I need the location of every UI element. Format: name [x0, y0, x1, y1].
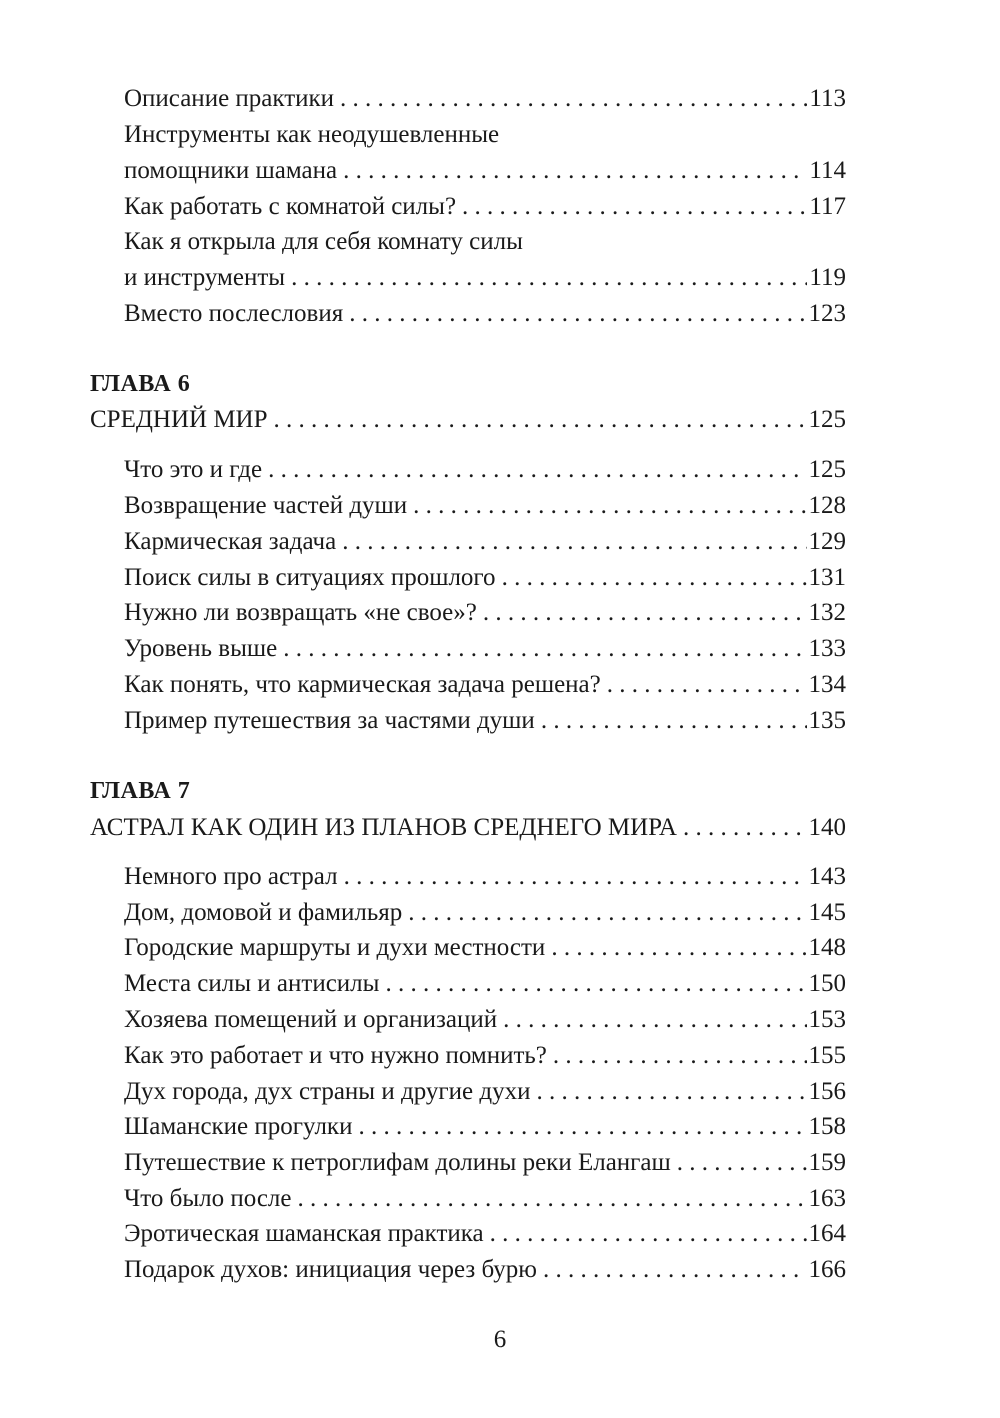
dot-leader: [274, 402, 807, 438]
toc-entry-page: 128: [808, 492, 846, 519]
chapter-page: 125: [808, 406, 846, 433]
toc-entry-title: Что это и где: [124, 456, 263, 483]
toc-entry-page: 159: [808, 1149, 846, 1176]
dot-leader: [349, 296, 806, 332]
toc-entry[interactable]: [124, 452, 846, 488]
toc-entry-page: 135: [808, 707, 846, 734]
toc-entry-title-line1: Инструменты как неодушевленные: [124, 121, 500, 148]
toc-entry-title: Кармическая задача: [124, 528, 337, 555]
toc-entry-page: 164: [808, 1220, 846, 1247]
toc-entry-title: Места силы и антисилы: [124, 970, 380, 997]
toc-entry[interactable]: [124, 1038, 846, 1074]
toc-entry-page: 153: [808, 1006, 846, 1033]
dot-leader: [490, 1216, 807, 1252]
toc-entry-title: Подарок духов: инициация через бурю: [124, 1256, 537, 1283]
toc-entry[interactable]: [124, 631, 846, 667]
toc-entry-title-line1: Как я открыла для себя комнату силы: [124, 228, 523, 255]
toc-entry[interactable]: [124, 859, 846, 895]
toc-entry-page: 158: [808, 1113, 846, 1140]
dot-leader: [536, 1074, 806, 1110]
toc-entry[interactable]: [124, 153, 846, 189]
toc-entry[interactable]: [124, 1216, 846, 1252]
toc-entry-page: 125: [808, 456, 846, 483]
toc-entry[interactable]: [124, 703, 846, 739]
chapter-title-entry[interactable]: [90, 810, 846, 846]
toc-entry-title: Эротическая шаманская практика: [124, 1220, 484, 1247]
toc-entry-page: 155: [808, 1042, 846, 1069]
toc-entry[interactable]: [124, 1109, 846, 1145]
dot-leader: [541, 703, 807, 739]
toc-entry-title: и инструменты: [124, 264, 286, 291]
chapter-title-entry[interactable]: [90, 402, 846, 438]
dot-leader: [462, 189, 807, 225]
toc-entry-page: 133: [808, 635, 846, 662]
toc-entry-page: 131: [808, 564, 846, 591]
toc-entry[interactable]: [124, 189, 846, 225]
toc-entry-title: Описание практики: [124, 85, 335, 112]
chapter-title: СРЕДНИЙ МИР: [90, 406, 268, 433]
dot-leader: [551, 930, 806, 966]
toc-entry-page: 113: [809, 85, 846, 112]
toc-entry-page: 134: [808, 671, 846, 698]
toc-entry-page: 114: [809, 157, 846, 184]
toc-entry[interactable]: [124, 895, 846, 931]
toc-entry-title: Дом, домовой и фамильяр: [124, 899, 403, 926]
dot-leader: [413, 488, 806, 524]
toc-entry-page: 129: [808, 528, 846, 555]
toc-entry-title: Уровень выше: [124, 635, 278, 662]
dot-leader: [483, 595, 807, 631]
toc-entry-page: 163: [808, 1185, 846, 1212]
toc-entry-page: 166: [808, 1256, 846, 1283]
toc-entry-page: 132: [808, 599, 846, 626]
dot-leader: [298, 1181, 807, 1217]
chapter-label: ГЛАВА 6: [90, 371, 191, 397]
dot-leader: [268, 452, 806, 488]
toc-entry-page: 148: [808, 934, 846, 961]
dot-leader: [358, 1109, 806, 1145]
dot-leader: [385, 966, 806, 1002]
toc-entry-page: 119: [809, 264, 846, 291]
toc-entry-page: 143: [808, 863, 846, 890]
toc-entry-title: Как понять, что кармическая задача решена?: [124, 671, 601, 698]
toc-entry[interactable]: [124, 1252, 846, 1288]
page-number: 6: [493, 1326, 507, 1353]
dot-leader: [291, 260, 807, 296]
toc-entry-title: Что было после: [124, 1185, 292, 1212]
toc-entry-title: Как это работает и что нужно помнить?: [124, 1042, 547, 1069]
toc-entry-page: 150: [808, 970, 846, 997]
toc-entry-title: Городские маршруты и духи местности: [124, 934, 546, 961]
dot-leader: [344, 859, 807, 895]
toc-entry[interactable]: [124, 296, 846, 332]
toc-entry-title: Путешествие к петроглифам долины реки Елангаш: [124, 1149, 671, 1176]
dot-leader: [543, 1252, 807, 1288]
toc-entry[interactable]: [124, 260, 846, 296]
dot-leader: [503, 1002, 806, 1038]
chapter-title: АСТРАЛ КАК ОДИН ИЗ ПЛАНОВ СРЕДНЕГО МИРА: [90, 814, 677, 841]
dot-leader: [607, 667, 807, 703]
toc-entry-page: 145: [808, 899, 846, 926]
toc-entry-title: Хозяева помещений и организаций: [124, 1006, 498, 1033]
toc-entry[interactable]: [124, 930, 846, 966]
toc-entry[interactable]: [124, 667, 846, 703]
toc-entry[interactable]: [124, 560, 846, 596]
toc-entry[interactable]: [124, 1002, 846, 1038]
chapter-label: ГЛАВА 7: [90, 778, 191, 804]
toc-entry-title: Возвращение частей души: [124, 492, 408, 519]
toc-entry-title: Нужно ли возвращать «не свое»?: [124, 599, 477, 626]
toc-entry[interactable]: [124, 81, 846, 117]
dot-leader: [408, 895, 806, 931]
dot-leader: [553, 1038, 807, 1074]
dot-leader: [342, 524, 806, 560]
chapter-page: 140: [808, 814, 846, 841]
toc-entry-title: Немного про астрал: [124, 863, 338, 890]
toc-entry-page: 123: [808, 300, 846, 327]
toc-entry-title: помощники шамана: [124, 157, 338, 184]
toc-entry-title: Пример путешествия за частями души: [124, 707, 535, 734]
dot-leader: [340, 81, 807, 117]
toc-entry[interactable]: [124, 1145, 846, 1181]
toc-entry-page: 156: [808, 1078, 846, 1105]
dot-leader: [343, 153, 807, 189]
toc-entry[interactable]: [124, 595, 846, 631]
dot-leader: [502, 560, 807, 596]
toc-entry-title: Поиск силы в ситуациях прошлого: [124, 564, 496, 591]
toc-entry-page: 117: [809, 193, 846, 220]
dot-leader: [283, 631, 806, 667]
toc-entry[interactable]: [124, 966, 846, 1002]
toc-entry-title: Шаманские прогулки: [124, 1113, 353, 1140]
toc-entry-title: Вместо послесловия: [124, 300, 344, 327]
toc-entry[interactable]: [124, 1181, 846, 1217]
toc-entry[interactable]: [124, 524, 846, 560]
toc-entry-title: Дух города, дух страны и другие духи: [124, 1078, 531, 1105]
toc-entry-title: Как работать с комнатой силы?: [124, 193, 457, 220]
toc-entry[interactable]: [124, 488, 846, 524]
dot-leader: [683, 810, 807, 846]
dot-leader: [677, 1145, 807, 1181]
toc-entry[interactable]: [124, 1074, 846, 1110]
